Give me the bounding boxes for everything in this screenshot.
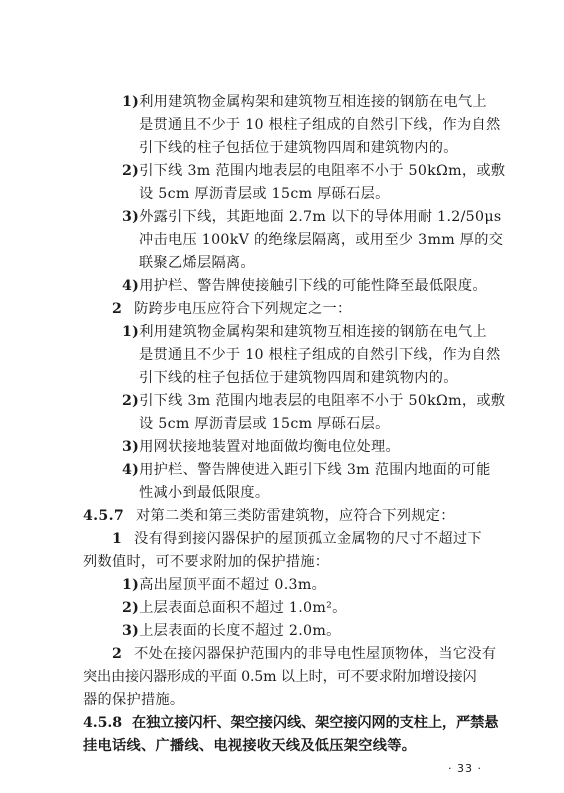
text-line	[122, 575, 326, 595]
text-line	[139, 138, 458, 158]
item-marker: 2)	[122, 393, 140, 409]
item-marker: 4)	[122, 278, 140, 294]
line-text: 是贯通且不少于 10 根柱子组成的自然引下线，作为自然	[139, 117, 501, 133]
clause-marker: 2	[112, 646, 123, 662]
text-line	[139, 184, 390, 204]
item-marker: 1)	[122, 324, 140, 340]
text-line	[83, 667, 477, 687]
text-line	[83, 552, 329, 572]
text-line	[139, 345, 501, 365]
text-line	[83, 736, 416, 756]
line-text: 对第二类和第三类防雷建筑物，应符合下列规定：	[136, 508, 455, 524]
line-text: 列数值时，可不要求附加的保护措施：	[83, 554, 330, 570]
text-line	[122, 207, 501, 227]
text-line	[122, 598, 347, 618]
line-text: 用护栏、警告牌使进入距引下线 3m 范围内地面的可能	[139, 462, 491, 478]
line-text: 上层表面的长度不超过 2.0m。	[139, 623, 341, 639]
line-text: 上层表面总面积不超过 1.0m²。	[139, 600, 347, 616]
text-line	[139, 115, 501, 135]
line-text: 引下线 3m 范围内地表层的电阻率不小于 50kΩm，或敷	[139, 163, 506, 179]
line-text: 外露引下线，其距地面 2.7m 以下的导体用耐 1.2/50μs	[139, 209, 502, 225]
text-line	[122, 276, 487, 296]
text-line	[122, 92, 487, 112]
line-text: 用网状接地装置对地面做均衡电位处理。	[139, 439, 400, 455]
line-text: 冲击电压 100kV 的绝缘层隔离，或用至少 3mm 厚的交	[139, 232, 504, 248]
text-line	[139, 368, 458, 388]
text-line	[139, 253, 255, 273]
text-line	[83, 690, 184, 710]
text-line	[122, 460, 491, 480]
item-marker: 2)	[122, 163, 140, 179]
line-text: 不处在接闪器保护范围内的非导电性屋顶物体，当它没有	[134, 646, 497, 662]
text-line	[122, 322, 487, 342]
text-line	[122, 621, 341, 641]
line-text: 利用建筑物金属构架和建筑物互相连接的钢筋在电气上	[139, 94, 487, 110]
text-line	[122, 161, 505, 181]
item-marker: 1)	[122, 577, 140, 593]
page-number: · 33 ·	[448, 762, 482, 775]
line-text: 用护栏、警告牌使接触引下线的可能性降至最低限度。	[139, 278, 487, 294]
text-line	[122, 391, 505, 411]
item-marker: 3)	[122, 623, 140, 639]
text-line	[112, 644, 496, 664]
line-text: 引下线的柱子包括位于建筑物四周和建筑物内的。	[139, 370, 458, 386]
text-line	[122, 437, 400, 457]
clause-marker: 1	[112, 531, 123, 547]
line-text: 器的保护措施。	[83, 692, 185, 708]
text-line	[139, 483, 269, 503]
item-marker: 4)	[122, 462, 140, 478]
line-text: 性减小到最低限度。	[139, 485, 270, 501]
text-line	[112, 529, 482, 549]
line-text: 挂电话线、广播线、电视接收天线及低压架空线等。	[83, 738, 417, 754]
line-text: 引下线 3m 范围内地表层的电阻率不小于 50kΩm，或敷	[139, 393, 506, 409]
line-text: 联聚乙烯层隔离。	[139, 255, 255, 271]
line-text: 在独立接闪杆、架空接闪线、架空接闪网的支柱上，严禁悬	[132, 715, 499, 731]
line-text: 没有得到接闪器保护的屋顶孤立金属物的尺寸不超过下	[134, 531, 482, 547]
text-line	[83, 506, 455, 526]
item-marker: 3)	[122, 209, 140, 225]
line-text: 防跨步电压应符合下列规定之一：	[134, 301, 352, 317]
text-line	[139, 414, 390, 434]
line-text: 高出屋顶平面不超过 0.3m。	[139, 577, 327, 593]
item-marker: 2)	[122, 600, 140, 616]
text-line	[139, 230, 503, 250]
line-text: 设 5cm 厚沥青层或 15cm 厚砾石层。	[139, 186, 390, 202]
line-text: 突出由接闪器形成的平面 0.5m 以上时，可不要求附加增设接闪	[83, 669, 477, 685]
item-marker: 3)	[122, 439, 140, 455]
line-text: 是贯通且不少于 10 根柱子组成的自然引下线，作为自然	[139, 347, 501, 363]
item-marker: 1)	[122, 94, 140, 110]
line-text: 设 5cm 厚沥青层或 15cm 厚砾石层。	[139, 416, 390, 432]
line-text: 利用建筑物金属构架和建筑物互相连接的钢筋在电气上	[139, 324, 487, 340]
section-number: 4.5.7	[83, 508, 124, 524]
text-line	[83, 713, 498, 733]
text-line	[112, 299, 352, 319]
clause-marker: 2	[112, 301, 123, 317]
line-text: 引下线的柱子包括位于建筑物四周和建筑物内的。	[139, 140, 458, 156]
section-number: 4.5.8	[83, 715, 122, 731]
